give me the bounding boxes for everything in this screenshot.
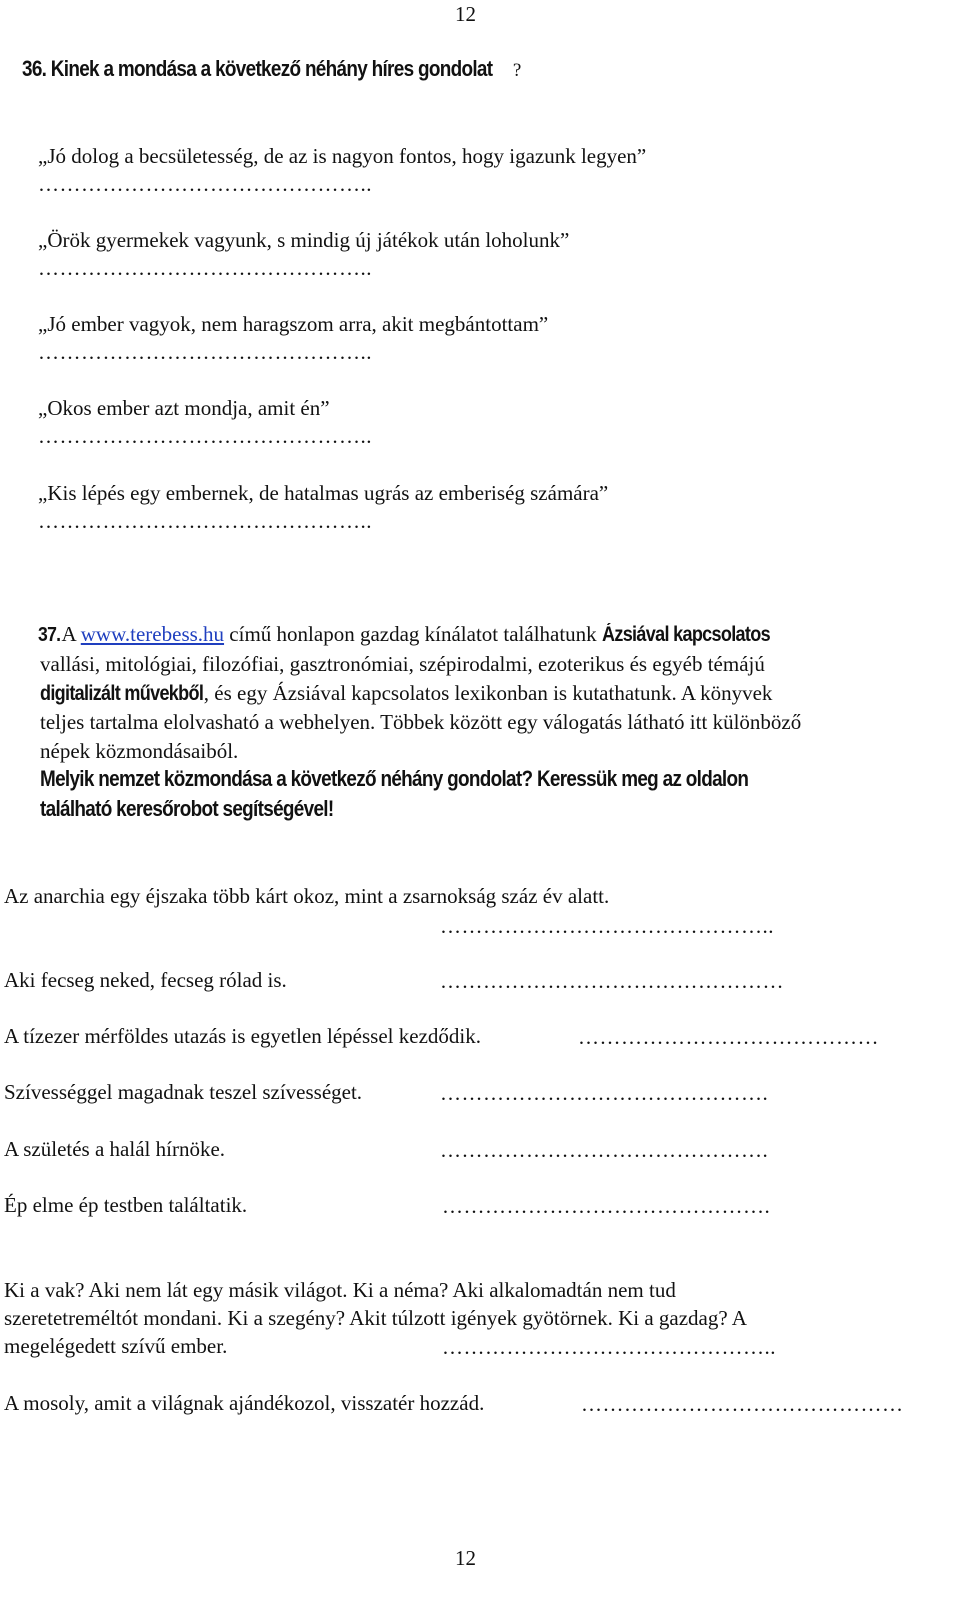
proverb-1-answer-blank[interactable]: ……………………………………….. <box>440 914 774 938</box>
q37-instruction-2: található keresőrobot segítségével! <box>40 796 334 821</box>
proverb-1: Az anarchia egy éjszaka több kárt okoz, mint a zsarnokság száz év alatt. <box>4 884 610 908</box>
q37-text-4: teljes tartalma elolvasható a webhelyen. Többek között egy válogatás látható itt különböző <box>40 710 802 734</box>
proverb-4-answer-blank[interactable]: ………………………………………. <box>440 1081 769 1105</box>
q37-text-5: népek közmondásaiból. <box>40 739 239 763</box>
proverb-4: Szívességgel magadnak teszel szívességet. <box>4 1080 363 1104</box>
long-proverb-line-1: Ki a vak? Aki nem lát egy másik világot. Ki a néma? Aki alkalomadtán nem tud <box>4 1278 676 1302</box>
proverb-6: Ép elme ép testben találtatik. <box>4 1193 248 1217</box>
proverb-5-answer-blank[interactable]: ………………………………………. <box>440 1138 769 1162</box>
q37-instruction-1: Melyik nemzet közmondása a következő néhány gondolat? Keressük meg az oldalon <box>40 766 749 791</box>
quote-2: „Örök gyermekek vagyunk, s mindig új játékok után loholunk” <box>38 228 570 252</box>
quote-2-answer-blank[interactable]: ……………………………………….. <box>38 256 372 280</box>
q37-a: A <box>61 622 76 646</box>
proverb-last-answer-blank[interactable]: ……………………………………… <box>581 1392 904 1416</box>
proverb-2: Aki fecseg neked, fecseg rólad is. <box>4 968 287 992</box>
proverb-2-answer-blank[interactable]: ………………………………………… <box>440 969 784 993</box>
q37-bold-1: Ázsiával kapcsolatos <box>601 623 770 646</box>
quote-1: „Jó dolog a becsületesség, de az is nagyon fontos, hogy igazunk legyen” <box>38 144 647 168</box>
question-37-line-1 <box>38 620 797 650</box>
question-37-number: 37. <box>38 624 61 646</box>
page-number-bottom: 12 <box>455 1546 476 1570</box>
quote-4-answer-blank[interactable]: ……………………………………….. <box>38 424 372 448</box>
long-proverb-answer-blank[interactable]: ……………………………………….. <box>442 1335 776 1359</box>
proverb-last: A mosoly, amit a világnak ajándékozol, visszatér hozzád. <box>4 1391 485 1415</box>
proverb-3-answer-blank[interactable]: …………………………………… <box>578 1025 879 1049</box>
proverb-6-answer-blank[interactable]: ………………………………………. <box>442 1194 771 1218</box>
terebess-link[interactable]: www.terebess.hu <box>80 622 225 646</box>
q37-text-1: című honlapon gazdag kínálatot találhatunk <box>229 622 597 646</box>
quote-5-answer-blank[interactable]: ……………………………………….. <box>38 509 372 533</box>
page-number-top: 12 <box>455 2 476 26</box>
q37-bold-2: digitalizált művekből <box>40 682 204 705</box>
q37-text-3: , és egy Ázsiával kapcsolatos lexikonban is kutathatunk. A könyvek <box>203 681 773 705</box>
long-proverb-line-3: megelégedett szívű ember. <box>4 1334 228 1358</box>
quote-5: „Kis lépés egy embernek, de hatalmas ugrás az emberiség számára” <box>38 481 609 505</box>
quote-1-answer-blank[interactable]: ……………………………………….. <box>38 172 372 196</box>
proverb-3: A tízezer mérföldes utazás is egyetlen lépéssel kezdődik. <box>4 1024 481 1048</box>
question-36-title-text: 36. Kinek a mondása a következő néhány híres gondolat <box>22 56 493 81</box>
question-37-line-3 <box>40 679 772 708</box>
long-proverb-line-2: szeretetreméltót mondani. Ki a szegény? Akit túlzott igények gyötörnek. Ki a gazdag? A <box>4 1306 747 1330</box>
question-36-title-mark: ? <box>512 60 522 81</box>
q37-text-2: vallási, mitológiai, filozófiai, gasztronómiai, szépirodalmi, ezoterikus és egyéb témájú <box>40 652 765 676</box>
quote-3: „Jó ember vagyok, nem haragszom arra, akit megbántottam” <box>38 312 549 336</box>
quote-4: „Okos ember azt mondja, amit én” <box>38 396 330 420</box>
quote-3-answer-blank[interactable]: ……………………………………….. <box>38 340 372 364</box>
proverb-5: A születés a halál hírnöke. <box>4 1137 226 1161</box>
question-36-title <box>22 56 521 85</box>
